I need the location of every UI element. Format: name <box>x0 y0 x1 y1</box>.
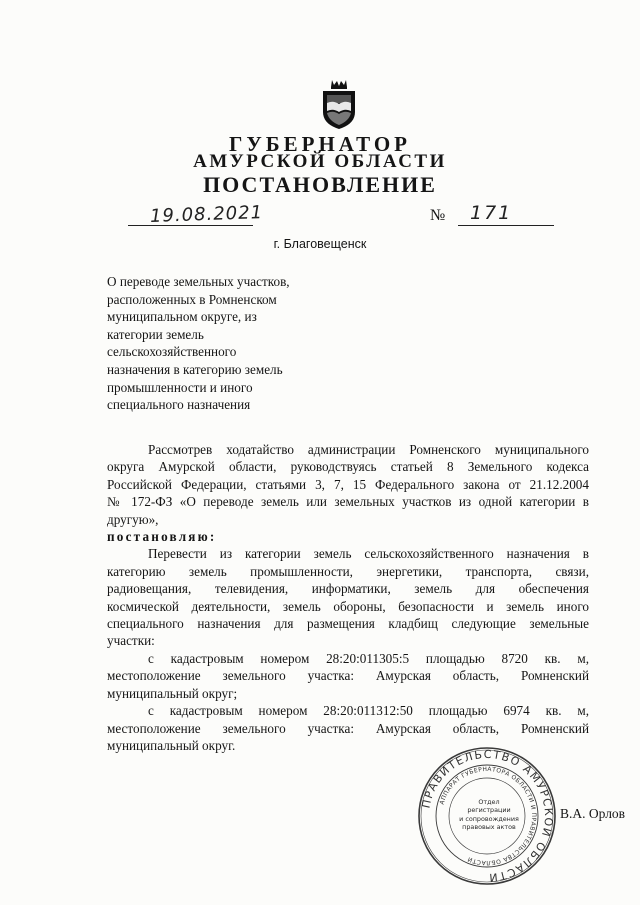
signatory-name: В.А. Орлов <box>560 806 626 821</box>
seal-inner-text: АППАРАТ ГУБЕРНАТОРА ОБЛАСТИ И ПРАВИТЕЛЬСТВА ОБЛАСТИ <box>438 765 538 867</box>
subject-line: промышленности и иного <box>107 379 253 395</box>
subject-line: назначения в категорию земель <box>107 361 283 377</box>
seal-outer-text: ПРАВИТЕЛЬСТВО АМУРСКОЙ ОБЛАСТИ <box>419 747 556 885</box>
city: г. Благовещенск <box>273 237 367 251</box>
document-body <box>107 441 589 754</box>
document-type: ПОСТАНОВЛЕНИЕ <box>203 172 437 197</box>
subject-line: муниципальном округе, из <box>107 309 257 325</box>
resolve-word: постановляю: <box>107 529 217 545</box>
title-region: АМУРСКОЙ ОБЛАСТИ <box>193 151 447 172</box>
body-line: участки: <box>107 633 155 649</box>
document-date: 19.08.2021 <box>149 202 264 227</box>
title-governor: ГУБЕРНАТОР <box>228 132 412 156</box>
subject-line: категории земель <box>107 326 204 342</box>
body-line: № 172-ФЗ «О переводе земель или земельных участков из одной категории в <box>107 494 589 510</box>
subject-line: расположенных в Ромненском <box>107 291 277 307</box>
body-line: другую», <box>107 511 159 527</box>
coat-of-arms-emblem <box>319 78 359 130</box>
seal-center-line: Отдел <box>478 798 500 806</box>
body-line: с кадастровым номером 28:20:011305:5 площадью 8720 кв. м, <box>148 650 589 666</box>
body-line: радиовещания, телевидения, информатики, земель для обеспечения <box>107 581 589 597</box>
subject-line: специального назначения <box>107 397 251 413</box>
body-line: муниципальный округ; <box>107 685 238 701</box>
body-line: категорию земель промышленности, энергетики, транспорта, связи, <box>107 563 589 579</box>
date-underline <box>128 225 253 226</box>
seal-center-line: регистрации <box>467 806 511 815</box>
body-line: округа Амурской области, руководствуясь статьей 8 Земельного кодекса <box>107 459 589 475</box>
body-line: Рассмотрев ходатайство администрации Ромненского муниципального <box>148 442 589 457</box>
seal-center-text <box>452 798 526 832</box>
number-label: № <box>430 207 446 224</box>
body-line: муниципальный округ. <box>107 737 236 753</box>
seal-center-line: правовых актов <box>462 823 516 832</box>
seal-center-line: и сопровождения <box>459 814 519 823</box>
body-line: с кадастровым номером 28:20:011312:50 площадью 6974 кв. м, <box>148 703 589 719</box>
body-line: Перевести из категории земель сельскохозяйственного назначения в <box>148 546 589 562</box>
body-line: местоположение земельного участка: Амурская область, Ромненский <box>107 720 589 736</box>
body-line: местоположение земельного участка: Амурская область, Ромненский <box>107 668 589 684</box>
document-number: 171 <box>470 202 513 224</box>
body-line: Российской Федерации, статьями 3, 7, 15 Федерального закона от 21.12.2004 <box>107 476 589 492</box>
number-underline <box>458 225 554 226</box>
body-line: космической деятельности, земель обороны, безопасности и земель иного <box>107 598 589 614</box>
subject-line: сельскохозяйственного <box>107 344 237 360</box>
body-line: специального назначения для размещения кладбищ следующие земельные <box>107 616 589 632</box>
document-subject <box>107 273 290 414</box>
subject-line: О переводе земельных участков, <box>107 274 290 289</box>
